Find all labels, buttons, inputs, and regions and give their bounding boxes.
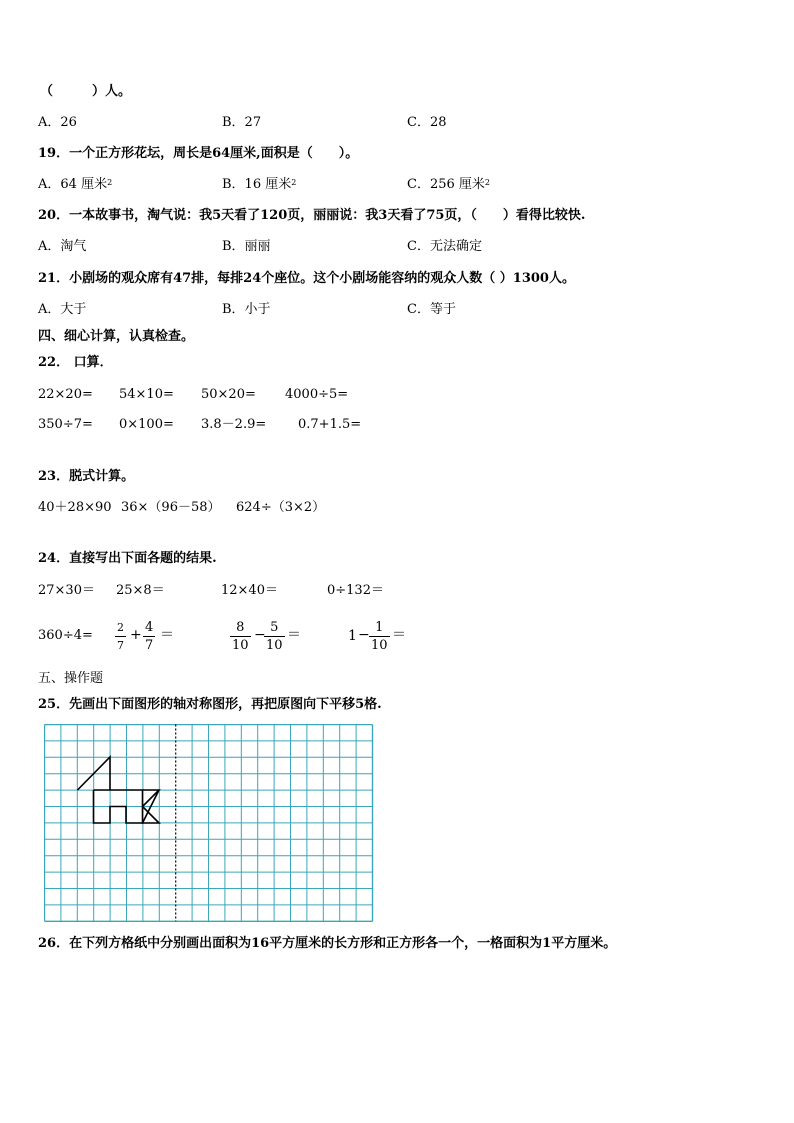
q22-item: 4000÷5= xyxy=(285,387,349,402)
fraction xyxy=(230,620,251,653)
q21-option-c[interactable]: C．等于 xyxy=(407,302,456,317)
q23-item: 40＋28×90 xyxy=(38,500,112,515)
section-5-heading: 五、操作题 xyxy=(38,671,104,686)
denominator: 10 xyxy=(232,638,249,653)
q18-option-a[interactable]: A．26 xyxy=(38,115,77,130)
q24-item: 25×8＝ xyxy=(116,583,165,598)
numerator: 5 xyxy=(270,620,279,635)
numerator: 2 xyxy=(117,621,124,634)
q24-item: 0÷132＝ xyxy=(327,583,384,598)
q20-question: 20．一本故事书，淘气说：我5天看了120页，丽丽说：我3天看了75页，（ ）看得比较快. xyxy=(38,208,586,223)
q22-title: 22． 口算． xyxy=(38,355,113,370)
q22-item: 54×10= xyxy=(119,387,174,402)
numerator: 1 xyxy=(375,620,384,635)
denominator: 7 xyxy=(117,639,124,652)
q25-question: 25．先画出下面图形的轴对称图形，再把原图向下平移5格. xyxy=(38,697,382,712)
denominator: 10 xyxy=(371,638,388,653)
fraction xyxy=(264,620,285,653)
section-4-heading: 四、细心计算，认真检查。 xyxy=(38,329,195,344)
q21-option-b[interactable]: B．小于 xyxy=(222,302,271,317)
q19-option-a[interactable] xyxy=(38,177,112,193)
q24-item: 360÷4= xyxy=(38,628,93,643)
q19-option-a-sup: 2 xyxy=(107,178,113,187)
q20-option-b[interactable]: B．丽丽 xyxy=(222,239,271,254)
q21-question: 21．小剧场的观众席有47排，每排24个座位。这个小剧场能容纳的观众人数（ ）1300人。 xyxy=(38,271,575,286)
q18-tail: （ ）人。 xyxy=(40,84,132,99)
q19-question: 19．一个正方形花坛，周长是64厘米,面积是（ ）。 xyxy=(38,146,359,161)
q19-option-c-label: C．256 厘米 xyxy=(407,177,485,192)
q20-option-c[interactable]: C．无法确定 xyxy=(407,239,482,254)
equals-operator: ＝ xyxy=(392,627,406,643)
q22-item: 0.7+1.5= xyxy=(298,417,362,432)
q26-question: 26．在下列方格纸中分别画出面积为16平方厘米的长方形和正方形各一个，一格面积为1平方厘米。 xyxy=(38,936,617,951)
denominator: 7 xyxy=(145,638,154,653)
q23-title: 23．脱式计算。 xyxy=(38,469,135,484)
whole-number: 1 xyxy=(348,628,357,644)
numerator: 4 xyxy=(145,620,154,635)
q22-item: 350÷7= xyxy=(38,417,93,432)
q23-item: 36×（96－58） xyxy=(121,500,221,515)
q24-title: 24．直接写出下面各题的结果. xyxy=(38,551,217,566)
q24-item: 12×40＝ xyxy=(221,583,278,598)
plus-operator: + xyxy=(130,627,142,643)
q19-option-b-label: B．16 厘米 xyxy=(222,177,292,192)
grid-paper[interactable] xyxy=(44,724,374,924)
fraction xyxy=(369,620,390,653)
q22-item: 22×20= xyxy=(38,387,93,402)
q21-option-a[interactable]: A．大于 xyxy=(38,302,87,317)
q19-option-a-label: A．64 厘米 xyxy=(38,177,108,192)
denominator: 10 xyxy=(266,638,283,653)
q19-option-b-sup: 2 xyxy=(291,178,297,187)
q20-option-a[interactable]: A．淘气 xyxy=(38,239,87,254)
q22-item: 50×20= xyxy=(201,387,256,402)
minus-operator: − xyxy=(358,627,370,643)
q24-item: 27×30＝ xyxy=(38,583,95,598)
numerator: 8 xyxy=(236,620,245,635)
q22-item: 3.8－2.9= xyxy=(201,417,267,432)
q19-option-b[interactable] xyxy=(222,177,296,193)
equals-operator: ＝ xyxy=(287,627,301,643)
fraction xyxy=(143,620,155,653)
equals-operator: ＝ xyxy=(160,627,174,643)
q22-item: 0×100= xyxy=(119,417,174,432)
q18-option-b[interactable]: B．27 xyxy=(222,115,262,130)
q18-option-c[interactable]: C．28 xyxy=(407,115,447,130)
fraction xyxy=(115,620,126,653)
q19-option-c-sup: 2 xyxy=(484,178,490,187)
q23-item: 624÷（3×2） xyxy=(236,500,326,515)
q19-option-c[interactable] xyxy=(407,177,490,193)
minus-operator: − xyxy=(254,627,266,643)
